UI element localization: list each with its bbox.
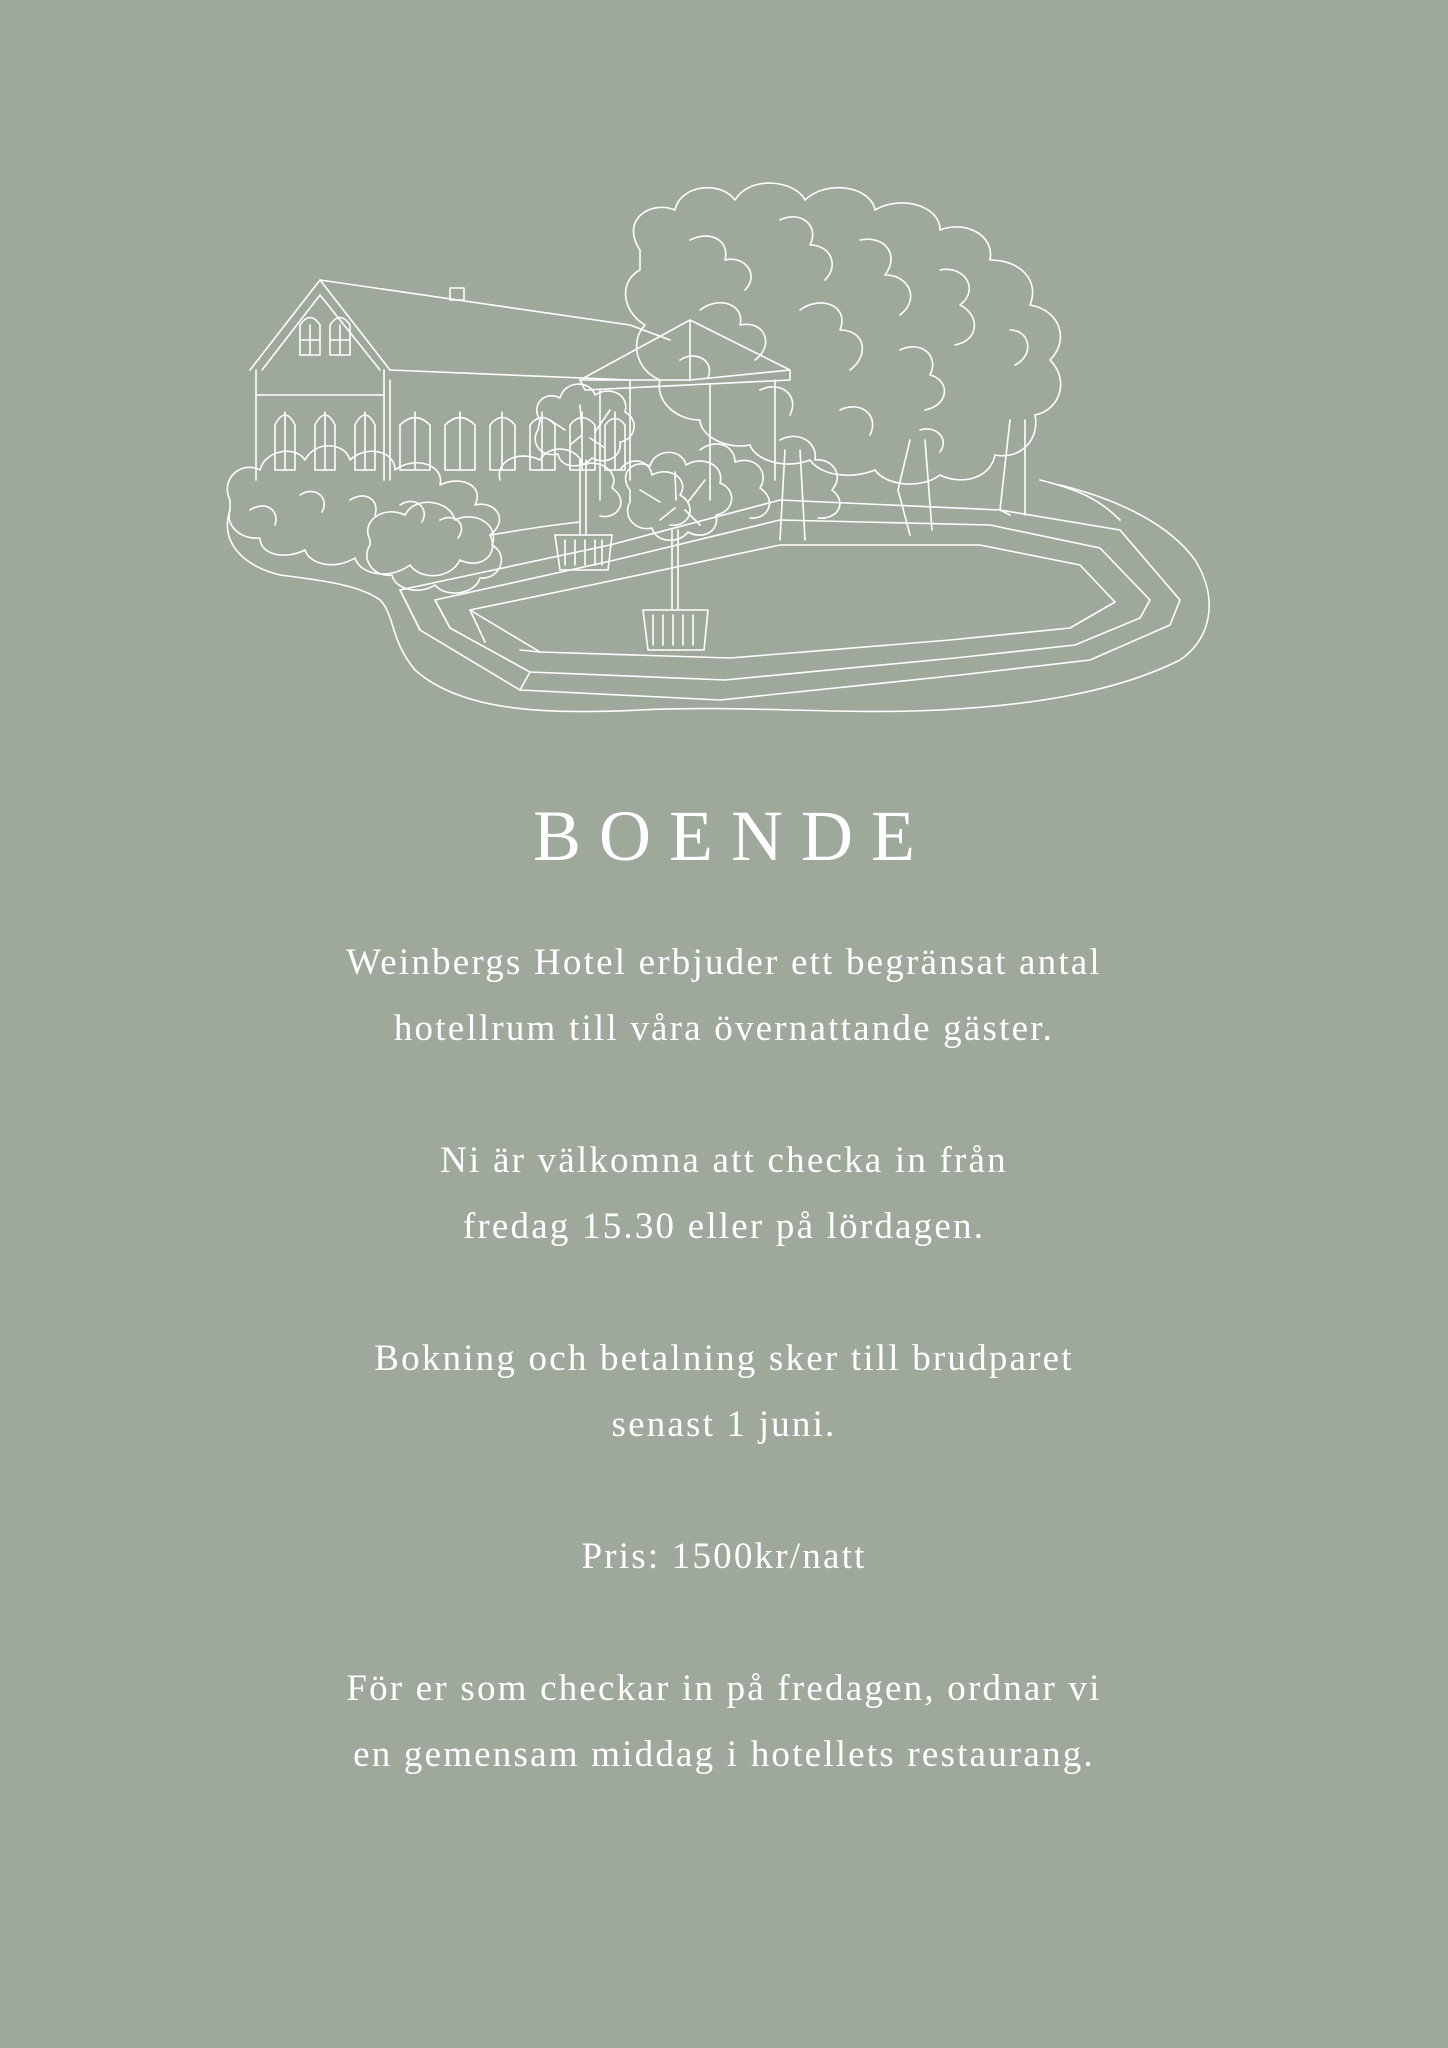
paragraph-hotel-rooms <box>0 930 1448 1062</box>
paragraph-line: en gemensam middag i hotellets restaurang. <box>353 1734 1095 1775</box>
paragraph-line: Weinbergs Hotel erbjuder ett begränsat antal <box>346 942 1102 983</box>
paragraph-line: Ni är välkomna att checka in från <box>440 1140 1008 1181</box>
paragraph-check-in <box>0 1128 1448 1260</box>
paragraph-price <box>0 1524 1448 1590</box>
paragraph-line: Bokning och betalning sker till brudparet <box>374 1338 1074 1379</box>
paragraph-line: senast 1 juni. <box>611 1404 837 1445</box>
hotel-illustration <box>220 180 1220 720</box>
page-title: BOENDE <box>533 796 933 876</box>
paragraph-booking <box>0 1326 1448 1458</box>
paragraph-line: För er som checkar in på fredagen, ordnar vi <box>346 1668 1102 1709</box>
paragraph-line: hotellrum till våra övernattande gäster. <box>393 1008 1055 1049</box>
price-line: Pris: 1500kr/natt <box>581 1536 867 1577</box>
accommodation-info <box>0 930 1448 1854</box>
paragraph-line: fredag 15.30 eller på lördagen. <box>462 1206 986 1247</box>
hotel-garden-line-drawing-icon <box>220 180 1220 720</box>
paragraph-dinner <box>0 1656 1448 1788</box>
